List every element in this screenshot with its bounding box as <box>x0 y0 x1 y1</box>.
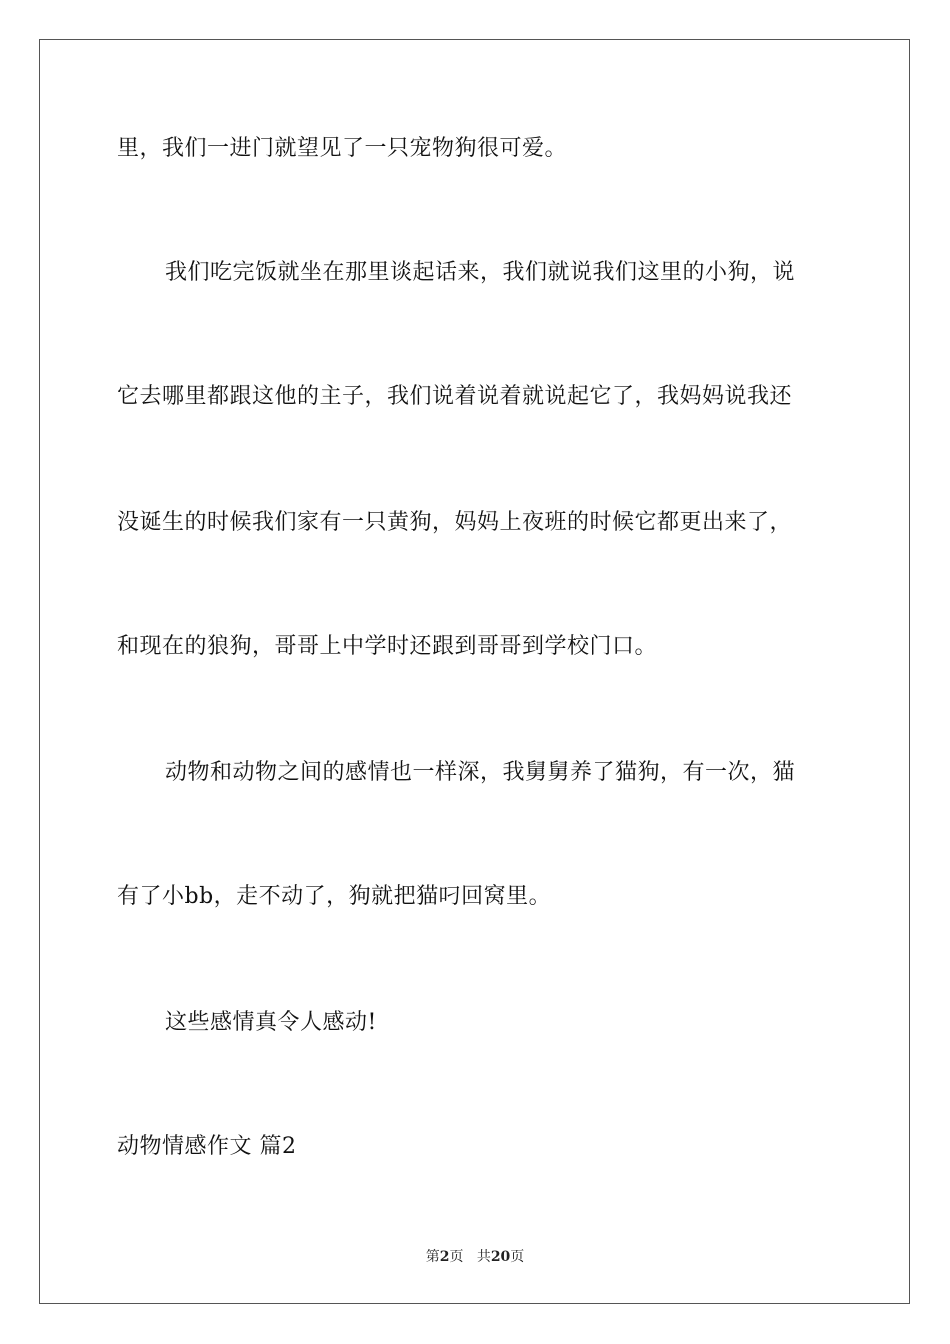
footer-total-pages: 20 <box>490 1249 511 1265</box>
page-footer <box>0 1247 950 1267</box>
body-line-7: 有了小bb，走不动了，狗就把猫叼回窝里。 <box>117 884 552 909</box>
body-line-4: 没诞生的时候我们家有一只黄狗，妈妈上夜班的时候它都更出来了， <box>117 510 793 535</box>
body-line-6: 动物和动物之间的感情也一样深，我舅舅养了猫狗，有一次，猫 <box>165 760 796 785</box>
footer-total-prefix: 共 <box>476 1249 491 1265</box>
footer-page-prefix: 第 <box>425 1249 440 1265</box>
body-line-8: 这些感情真令人感动! <box>165 1010 377 1035</box>
body-line-5: 和现在的狼狗，哥哥上中学时还跟到哥哥到学校门口。 <box>117 634 658 659</box>
page-border <box>39 39 910 1304</box>
body-line-2: 我们吃完饭就坐在那里谈起话来，我们就说我们这里的小狗，说 <box>165 260 796 285</box>
body-line-3: 它去哪里都跟这他的主子，我们说着说着就说起它了，我妈妈说我还 <box>117 384 793 409</box>
footer-total-suffix: 页 <box>510 1249 525 1265</box>
body-line-1: 里，我们一进门就望见了一只宠物狗很可爱。 <box>117 136 568 161</box>
footer-page-suffix: 页 <box>449 1249 464 1265</box>
footer-page-number: 2 <box>439 1249 450 1265</box>
section-heading: 动物情感作文 篇2 <box>117 1134 297 1159</box>
